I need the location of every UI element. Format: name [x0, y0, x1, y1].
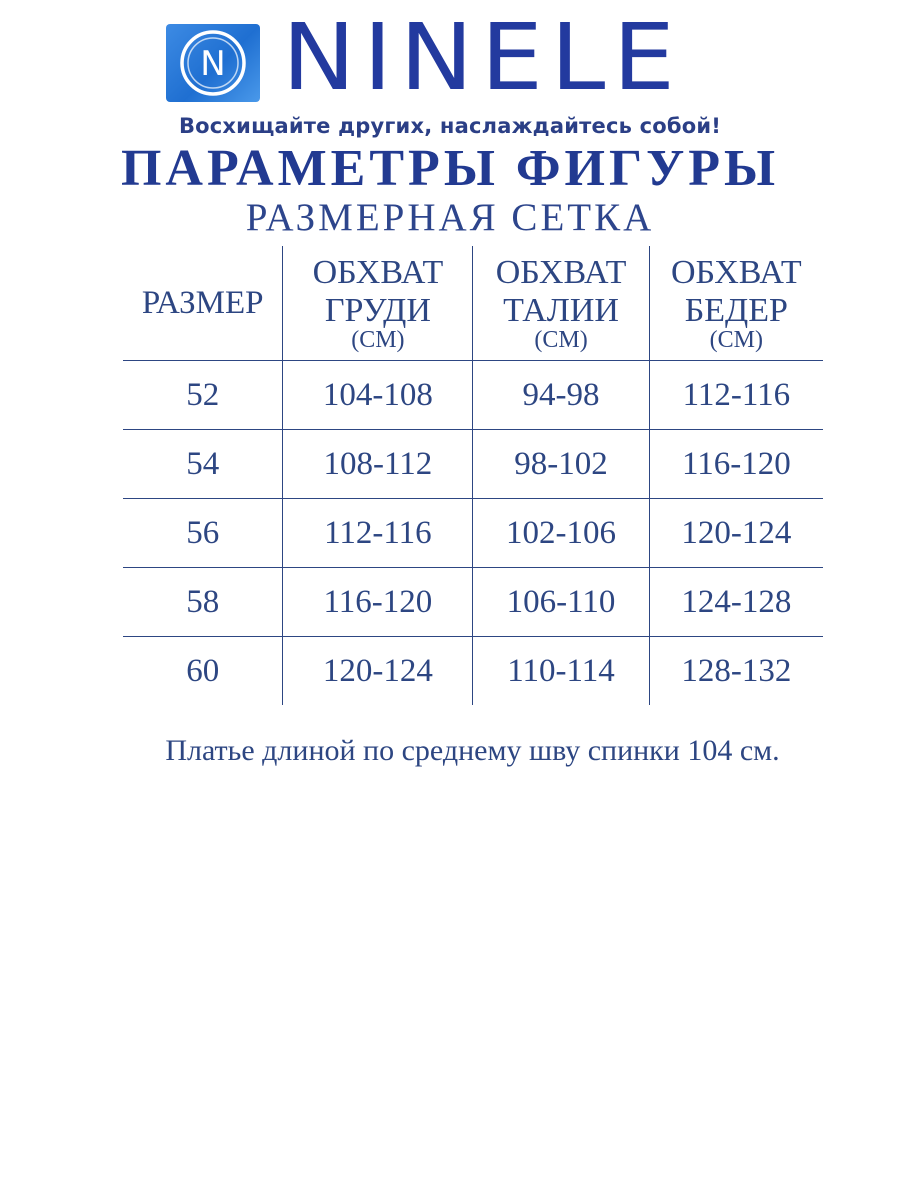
cell-size: 60 [186, 652, 220, 689]
cell-waist: 98-102 [473, 430, 649, 499]
page-title: ПАРАМЕТРЫ ФИГУРЫ [120, 140, 780, 197]
header-chest: ОБХВАТ ГРУДИ (СМ) [283, 246, 473, 361]
length-note: Платье длиной по среднему шву спинки 104 см. [165, 734, 780, 767]
table-row [123, 499, 823, 568]
table-header-row [123, 246, 823, 361]
cell-size: 52 [123, 361, 283, 430]
svg-text:N: N [200, 44, 226, 84]
cell-hips: 128-132 [649, 637, 823, 706]
header-size: РАЗМЕР [123, 246, 283, 361]
cell-size: 56 [123, 499, 283, 568]
brand-slogan: Восхищайте других, наслаждайтесь собой! [178, 114, 722, 138]
cell-size: 58 [123, 568, 283, 637]
size-chart-table [123, 246, 823, 705]
cell-waist: 110-114 [473, 637, 649, 706]
cell-waist: 106-110 [473, 568, 649, 637]
page-subtitle: РАЗМЕРНАЯ СЕТКА [245, 196, 655, 239]
cell-waist: 102-106 [473, 499, 649, 568]
table-row [123, 568, 823, 637]
cell-hips: 120-124 [649, 499, 823, 568]
cell-chest: 104-108 [283, 361, 473, 430]
brand-logo [166, 4, 766, 111]
cell-waist: 94-98 [473, 361, 649, 430]
cell-hips: 112-116 [649, 361, 823, 430]
cell-hips: 116-120 [649, 430, 823, 499]
brand-wordmark: NINELE [282, 4, 683, 111]
cell-chest: 108-112 [283, 430, 473, 499]
table-row [123, 430, 823, 499]
brand-badge-icon [166, 24, 260, 102]
table-row [123, 361, 823, 430]
cell-chest: 120-124 [283, 637, 473, 706]
cell-chest: 116-120 [283, 568, 473, 637]
header-waist: ОБХВАТ ТАЛИИ (СМ) [473, 246, 649, 361]
cell-hips: 124-128 [649, 568, 823, 637]
header-hips: ОБХВАТ БЕДЕР (СМ) [649, 246, 823, 361]
cell-chest: 112-116 [283, 499, 473, 568]
table-row [123, 637, 823, 706]
cell-size: 54 [123, 430, 283, 499]
